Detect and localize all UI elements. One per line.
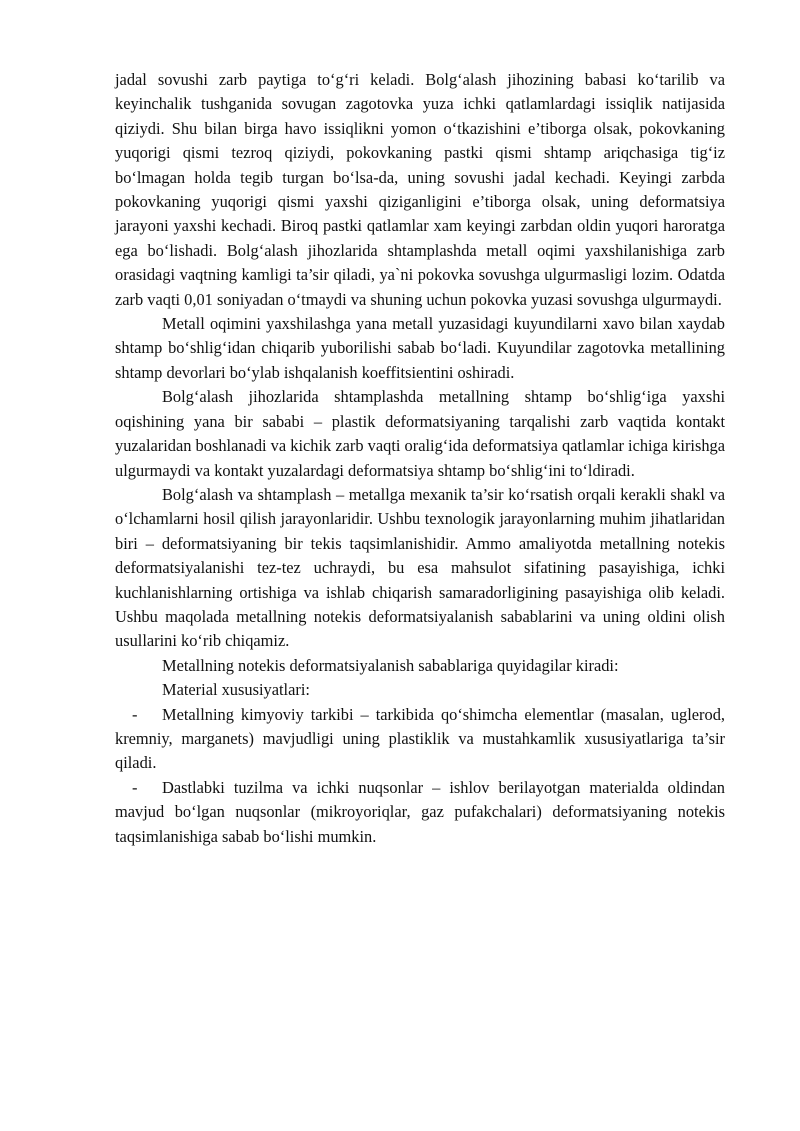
list-dash: - xyxy=(132,704,138,724)
list-dash: - xyxy=(132,777,138,797)
list-item xyxy=(115,703,725,776)
paragraph-continuation: jadal sovushi zarb paytiga to‘g‘ri keladi. Bolg‘alash jihozining babasi ko‘tarilib va keyinchalik tushganida sovugan zagotovka yuza ichki qatlamlardagi issiqlik natijasida qiziydi. Shu bilan birga havo issiqlikni yomon o‘tkazishini e’tiborga olsak, pokovkaning yuqorigi qismi tezroq qiziydi, pokovkaning pastki qismi shtamp ariqchasiga tig‘iz bo‘lmagan holda tegib turgan bo‘lsa-da, uning sovushi jadal kechadi. Keyingi zarbda pokovkaning yuqorigi qismi yaxshi qiziganligini e’tiborga olsak, uning deformatsiya jarayoni yaxshi kechadi. Biroq pastki qatlamlar xam keyingi zarbdan oldin yuqori haroratga ega bo‘lishadi. Bolg‘alash jihozlarida shtamplashda metall oqimi yaxshilanishiga zarb orasidagi vaqtning kamligi ta’sir qiladi, ya`ni pokovka sovushga ulgurmasligi lozim. Odatda zarb vaqti 0,01 soniyadan o‘tmaydi va shuning uchun pokovka yuzasi sovushga ulgurmaydi. xyxy=(115,70,725,309)
paragraph-forging-intro: Bolg‘alash va shtamplash – metallga mexanik ta’sir ko‘rsatish orqali kerakli shakl va o‘lchamlarni hosil qilish jarayonlaridir. Ushbu texnologik jarayonlarning muhim jihatlaridan biri – deformatsiyaning bir tekis taqsimlanishidir. Ammo amaliyotda metallning notekis deformatsiyalanishi tez-tez uchraydi, bu esa mahsulot sifatining pasayishiga, ichki kuchlanishlarning ortishiga va ishlab chiqarish samaradorligining pasayishiga olib keladi. Ushbu maqolada metallning notekis deformatsiyalanish sabablarini va uning oldini olish usullarini ko‘rib chiqamiz. xyxy=(115,484,725,651)
paragraph-material-properties: Material xususiyatlari: xyxy=(162,680,310,700)
list-item-text: Metallning kimyoviy tarkibi – tarkibida qo‘shimcha elementlar (masalan, uglerod, kremniy, marganets) mavjudligi uning plastiklik va mustahkamlik xususiyatlariga ta’sir qiladi. xyxy=(115,704,725,773)
document-page xyxy=(115,68,725,849)
paragraph-metal-flow: Bolg‘alash jihozlarida shtamplashda metallning shtamp bo‘shlig‘iga yaxshi oqishining yana bir sababi – plastik deformatsiyaning tarqalishi zarb vaqtida kontakt yuzalaridan boshlanadi va kichik zarb vaqti oralig‘ida deformatsiya qatlamlar ichiga kirishga ulgurmaydi va kontakt yuzalardagi deformatsiya shtamp bo‘shlig‘ini to‘ldiradi. xyxy=(115,387,725,480)
paragraph-causes-heading: Metallning notekis deformatsiyalanish sabablariga quyidagilar kiradi: xyxy=(162,655,619,675)
list-item xyxy=(115,776,725,849)
list-item-text: Dastlabki tuzilma va ichki nuqsonlar – ishlov berilayotgan materialda oldindan mavjud bo‘lgan nuqsonlar (mikroyoriqlar, gaz pufakchalari) deformatsiyaning notekis taqsimlanishiga sabab bo‘lishi mumkin. xyxy=(115,777,725,846)
paragraph-scale-removal: Metall oqimini yaxshilashga yana metall yuzasidagi kuyundilarni xavo bilan xaydab shtamp bo‘shlig‘idan chiqarib yuborilishi sabab bo‘ladi. Kuyundilar zagotovka metallining shtamp devorlari bo‘ylab ishqalanish koeffitsientini oshiradi. xyxy=(115,314,725,382)
